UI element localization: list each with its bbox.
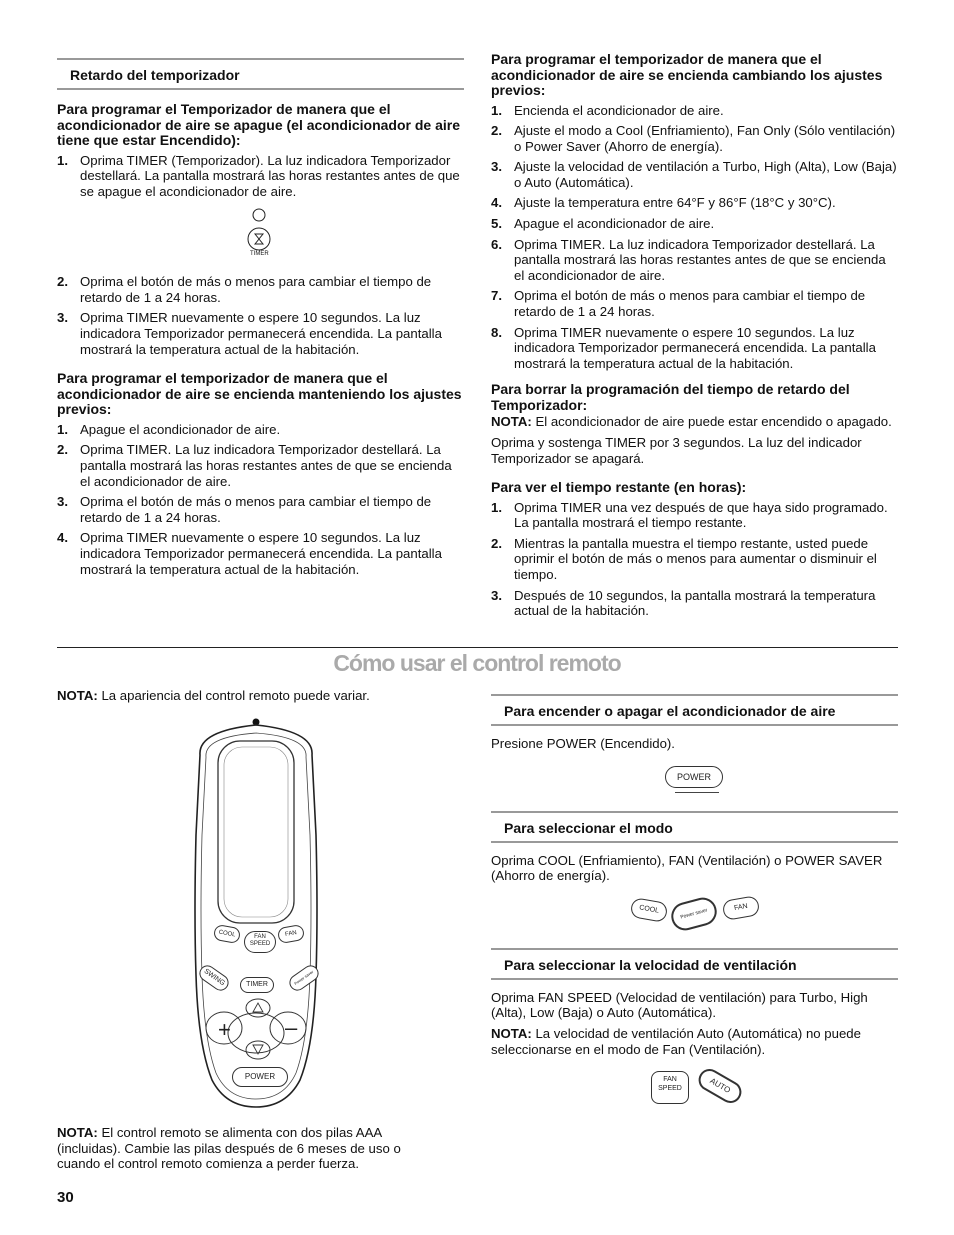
steps-timer-on-keep bbox=[57, 422, 464, 577]
note-fan-speed: NOTA: La velocidad de ventilación Auto (Automática) no puede seleccionarse en el modo de Fan (Ventilación). bbox=[491, 1025, 861, 1057]
heading-remaining-time: Para ver el tiempo restante (en horas): bbox=[491, 479, 747, 496]
section-title-timer-delay: Retardo del temporizador bbox=[57, 58, 464, 90]
speed-icons-area bbox=[491, 1057, 898, 1113]
remote-instructions bbox=[491, 694, 898, 1113]
note-batteries: NOTA: El control remoto se alimenta con dos pilas AAA (incluidas). Cambie las pilas después de 6 meses de uso o cuando el control remoto comienza a perder fuerza. bbox=[57, 1125, 401, 1172]
list-item: 3. Oprima TIMER nuevamente o espere 10 segundos. La luz indicadora Temporizador permanecerá encendida. La pantalla mostrará la temperatura actual de la habitación. bbox=[57, 310, 442, 357]
list-item: 8. Oprima TIMER nuevamente o espere 10 segundos. La luz indicadora Temporizador permanecerá encendida. La pantalla mostrará la temperatura actual de la habitación. bbox=[491, 324, 876, 371]
list-item: 2. Mientras la pantalla muestra el tiempo restante, usted puede oprimir el botón de más o menos para aumentar o disminuir el tiempo. bbox=[491, 535, 877, 583]
heading-timer-on-change: Para programar el temporizador de manera que el acondicionador de aire se encienda cambiando los ajustes previos: bbox=[491, 51, 883, 98]
list-item: 1. Oprima TIMER (Temporizador). La luz indicadora Temporizador destellará. La pantalla mostrará las horas restantes antes de que se apague el acondicionador de aire. bbox=[57, 152, 460, 199]
remote-power-button[interactable]: POWER bbox=[232, 1067, 288, 1087]
text-fan-speed: Oprima FAN SPEED (Velocidad de ventilación) para Turbo, High (Alta), Low (Baja) o Auto (Automática). bbox=[491, 989, 868, 1021]
power-saver-button-icon[interactable]: Power saver bbox=[668, 894, 720, 933]
steps-remaining-time bbox=[491, 500, 899, 619]
remote-fan-speed-button[interactable]: FAN SPEED bbox=[244, 931, 276, 953]
text-clear-timer: Oprima y sostenga TIMER por 3 segundos. La luz del indicador Temporizador se apagará. bbox=[491, 435, 862, 466]
list-item: 3. Ajuste la velocidad de ventilación a Turbo, High (Alta), Low (Baja) o Auto (Automática). bbox=[491, 159, 897, 190]
section-mode: Para seleccionar el modo bbox=[491, 811, 898, 843]
list-item: 1. Encienda el acondicionador de aire. bbox=[491, 102, 724, 118]
heading-timer-on-keep: Para programar el temporizador de manera que el acondicionador de aire se encienda manteniendo los ajustes previos: bbox=[57, 370, 462, 418]
svg-text:–: – bbox=[285, 1015, 298, 1040]
left-column bbox=[57, 58, 464, 582]
remote-timer-button[interactable]: TIMER bbox=[240, 977, 274, 993]
remote-fan-button[interactable]: FAN bbox=[277, 924, 305, 944]
remote-cool-button[interactable]: COOL bbox=[213, 924, 241, 944]
remote-power-saver-button[interactable]: Power saver bbox=[286, 962, 321, 993]
steps-timer-off-rest bbox=[57, 274, 464, 357]
timer-icon bbox=[57, 204, 464, 272]
section-power: Para encender o apagar el acondicionador de aire bbox=[491, 694, 898, 726]
page-number: 30 bbox=[57, 1189, 74, 1206]
list-item: 3. Después de 10 segundos, la pantalla mostrará la temperatura actual de la habitación. bbox=[491, 587, 876, 619]
list-item: 6. Oprima TIMER. La luz indicadora Temporizador destellará. La pantalla mostrará las horas restantes antes de que se encienda el acondicionador de aire. bbox=[491, 236, 886, 283]
power-button-icon[interactable]: POWER bbox=[665, 766, 723, 788]
heading-timer-off: Para programar el Temporizador de manera que el acondicionador de aire se apague (el acondicionador de aire tiene que estar Encendido): bbox=[57, 101, 461, 148]
section-fan-speed: Para seleccionar la velocidad de ventilación bbox=[491, 948, 898, 980]
note-clear-timer: NOTA: El acondicionador de aire puede estar encendido o apagado. bbox=[491, 414, 892, 430]
cool-button-icon[interactable]: COOL bbox=[630, 897, 669, 923]
divider bbox=[57, 647, 898, 648]
remote-body-graphic bbox=[190, 715, 330, 1115]
list-item: 4. Oprima TIMER nuevamente o espere 10 segundos. La luz indicadora Temporizador permanecerá encendida. La pantalla mostrará la temperatura actual de la habitación. bbox=[57, 530, 442, 577]
list-item: 2. Ajuste el modo a Cool (Enfriamiento), Fan Only (Sólo ventilación) o Power Saver (Ahorro de energía). bbox=[491, 123, 896, 154]
list-item: 1. Oprima TIMER una vez después de que haya sido programado. La pantalla mostrará el tiempo restante. bbox=[491, 499, 888, 531]
mode-icons-area bbox=[491, 884, 898, 938]
remote-swing-button[interactable]: SWING bbox=[196, 962, 231, 993]
heading-clear-timer: Para borrar la programación del tiempo de retardo del Temporizador: bbox=[491, 381, 850, 413]
text-power: Presione POWER (Encendido). bbox=[491, 736, 675, 751]
list-item: 3. Oprima el botón de más o menos para cambiar el tiempo de retardo de 1 a 24 horas. bbox=[57, 494, 432, 525]
remote-control-illustration bbox=[190, 715, 330, 1115]
remote-section-title: Cómo usar el control remoto bbox=[333, 650, 621, 676]
list-item: 7. Oprima el botón de más o menos para cambiar el tiempo de retardo de 1 a 24 horas. bbox=[491, 288, 866, 320]
text-mode: Oprima COOL (Enfriamiento), FAN (Ventilación) o POWER SAVER (Ahorro de energía). bbox=[491, 852, 883, 884]
power-button-base bbox=[675, 792, 719, 793]
auto-button-icon[interactable]: AUTO bbox=[695, 1065, 746, 1107]
list-item: 1. Apague el acondicionador de aire. bbox=[57, 421, 281, 437]
timer-icon-label: TIMER bbox=[250, 251, 269, 258]
fan-speed-button-icon[interactable]: FAN SPEED bbox=[651, 1071, 689, 1104]
list-item: 5. Apague el acondicionador de aire. bbox=[491, 216, 715, 232]
note-remote-appearance: NOTA: La apariencia del control remoto puede variar. bbox=[57, 688, 370, 703]
steps-timer-on-change bbox=[491, 103, 899, 372]
list-item: 2. Oprima TIMER. La luz indicadora Temporizador destellará. La pantalla mostrará las horas restantes antes de que se encienda el acondicionador de aire. bbox=[57, 442, 452, 489]
steps-timer-off bbox=[57, 153, 464, 200]
right-column bbox=[491, 52, 899, 624]
list-item: 4. Ajuste la temperatura entre 64°F y 86°F (18°C y 30°C). bbox=[491, 195, 836, 211]
power-icon-area bbox=[491, 752, 898, 795]
list-item: 2. Oprima el botón de más o menos para cambiar el tiempo de retardo de 1 a 24 horas. bbox=[57, 274, 432, 305]
fan-button-icon[interactable]: FAN bbox=[722, 895, 761, 921]
svg-text:+: + bbox=[218, 1017, 231, 1042]
